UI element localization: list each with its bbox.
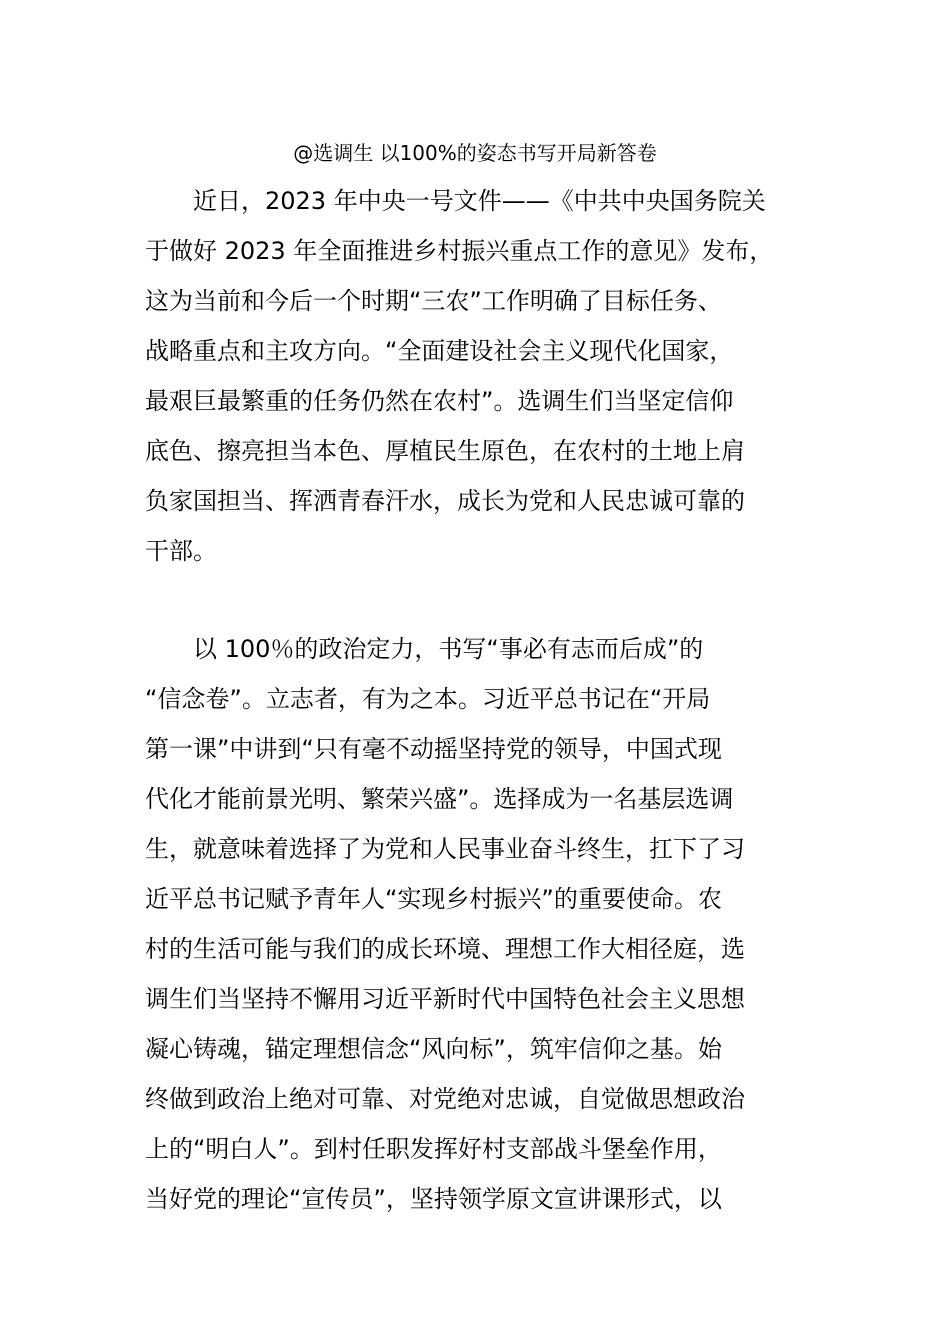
paragraph-line: 负家国担当、挥洒青春汗水，成长为党和人民忠诚可靠的 [145, 487, 745, 515]
article-title: @选调生 以100%的姿态书写开局新答卷 [293, 141, 657, 165]
paragraph-line: 代化才能前景光明、繁荣兴盛”。选择成为一名基层选调 [145, 785, 734, 813]
paragraph-line: 底色、擦亮担当本色、厚植民生原色，在农村的土地上肩 [145, 437, 745, 465]
paragraph-line: 凝心铸魂，锚定理想信念“风向标”，筑牢信仰之基。始 [145, 1035, 722, 1063]
paragraph-line: 干部。 [145, 537, 217, 565]
paragraph-line: 终做到政治上绝对可靠、对党绝对忠诚，自觉做思想政治 [145, 1085, 745, 1113]
paragraph-line: 近平总书记赋予青年人“实现乡村振兴”的重要使命。农 [145, 885, 722, 913]
paragraph-line: 以 100％的政治定力，书写“事必有志而后成”的 [145, 635, 704, 663]
paragraph-line: 这为当前和今后一个时期“三农”工作明确了目标任务、 [145, 287, 722, 315]
paragraph-2 [145, 624, 810, 1224]
paragraph-line: 第一课”中讲到“只有毫不动摇坚持党的领导，中国式现 [145, 735, 722, 763]
paragraph-line: 当好党的理论“宣传员”，坚持领学原文宣讲课形式，以 [145, 1185, 722, 1213]
paragraph-line: 于做好 2023 年全面推进乡村振兴重点工作的意见》发布， [145, 237, 774, 265]
paragraph-line: 生，就意味着选择了为党和人民事业奋斗终生，扛下了习 [145, 835, 745, 863]
paragraph-line: 最艰巨最繁重的任务仍然在农村”。选调生们当坚定信仰 [145, 387, 734, 415]
paragraph-line: “信念卷”。立志者，有为之本。习近平总书记在“开局 [145, 685, 711, 713]
paragraph-line: 战略重点和主攻方向。“全面建设社会主义现代化国家， [145, 337, 734, 365]
paragraph-1 [145, 176, 810, 576]
paragraph-line: 近日，2023 年中央一号文件——《中共中央国务院关 [145, 187, 766, 215]
paragraph-line: 村的生活可能与我们的成长环境、理想工作大相径庭，选 [145, 935, 745, 963]
paragraph-line: 调生们当坚持不懈用习近平新时代中国特色社会主义思想 [145, 985, 745, 1013]
paragraph-line: 上的“明白人”。到村任职发挥好村支部战斗堡垒作用， [145, 1135, 722, 1163]
